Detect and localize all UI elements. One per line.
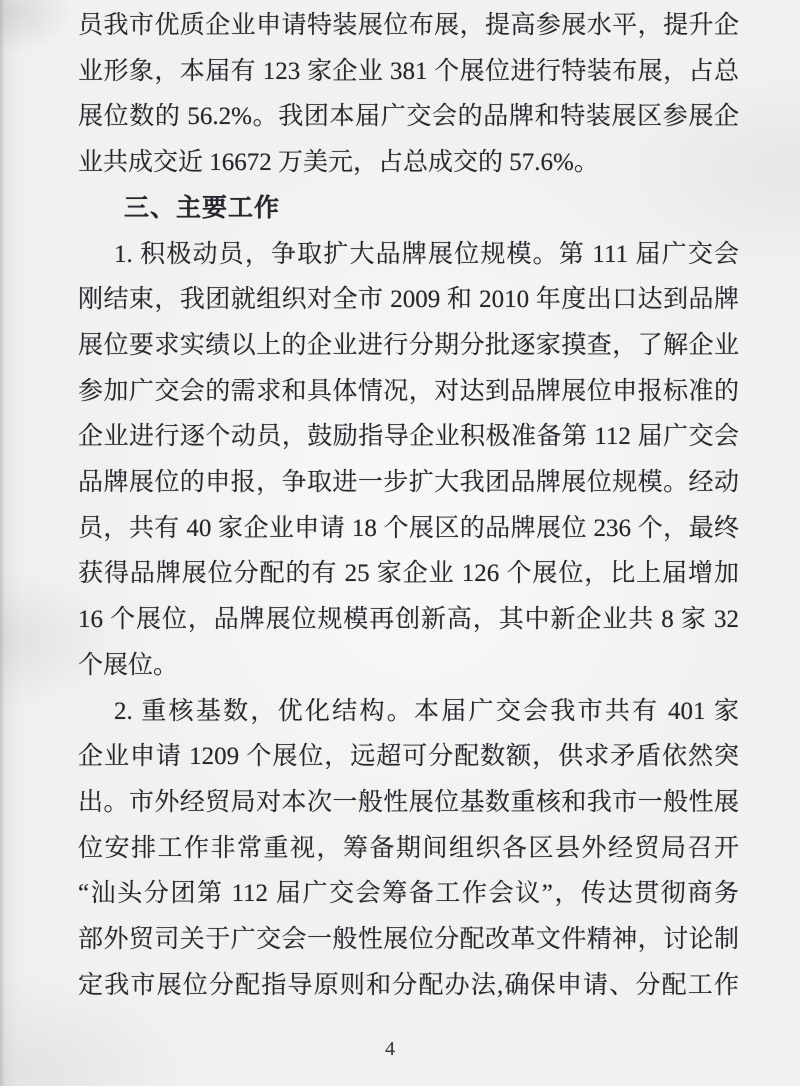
section-heading: 三、主要工作 [124,194,281,222]
text-line: 展位数的 56.2%。我团本届广交会的品牌和特装展区参展企 [78,103,739,131]
page-number: 4 [385,1038,395,1060]
text-line: 参加广交会的需求和具体情况，对达到品牌展位申报标准的 [78,377,739,405]
text-line: 企业进行逐个动员，鼓励指导企业积极准备第 112 届广交会 [78,423,739,451]
text-line: 个展位。 [78,651,179,679]
text-line: 品牌展位的申报，争取进一步扩大我团品牌展位规模。经动 [78,469,739,497]
text-line: 部外贸司关于广交会一般性展位分配改革文件精神，讨论制 [78,926,739,954]
text-line: “汕头分团第 112 届广交会筹备工作会议”，传达贯彻商务 [78,880,739,908]
text-line: 员，共有 40 家企业申请 18 个展区的品牌展位 236 个，最终 [78,514,739,542]
text-line: 2. 重核基数，优化结构。本届广交会我市共有 401 家 [114,697,739,725]
text-line: 业形象，本届有 123 家企业 381 个展位进行特装布展，占总 [78,57,739,85]
text-line: 员我市优质企业申请特装展位布展，提高参展水平，提升企 [78,12,739,39]
text-line: 刚结束，我团就组织对全市 2009 和 2010 年度出口达到品牌 [78,286,739,314]
text-line: 获得品牌展位分配的有 25 家企业 126 个展位，比上届增加 [78,560,739,588]
text-line: 展位要求实绩以上的企业进行分期分批逐家摸查，了解企业 [78,331,739,359]
document-body [78,3,739,1008]
text-line: 位安排工作非常重视，筹备期间组织各区县外经贸局召开 [78,834,739,862]
text-line: 业共成交近 16672 万美元，占总成交的 57.6%。 [78,149,599,177]
text-line: 出。市外经贸局对本次一般性展位基数重核和我市一般性展 [78,788,739,816]
text-line: 16 个展位，品牌展位规模再创新高，其中新企业共 8 家 32 [78,606,739,634]
text-line: 定我市展位分配指导原则和分配办法,确保申请、分配工作 [78,971,739,999]
text-line: 1. 积极动员，争取扩大品牌展位规模。第 111 届广交会 [114,240,739,268]
text-line: 企业申请 1209 个展位，远超可分配数额，供求矛盾依然突 [78,743,739,771]
